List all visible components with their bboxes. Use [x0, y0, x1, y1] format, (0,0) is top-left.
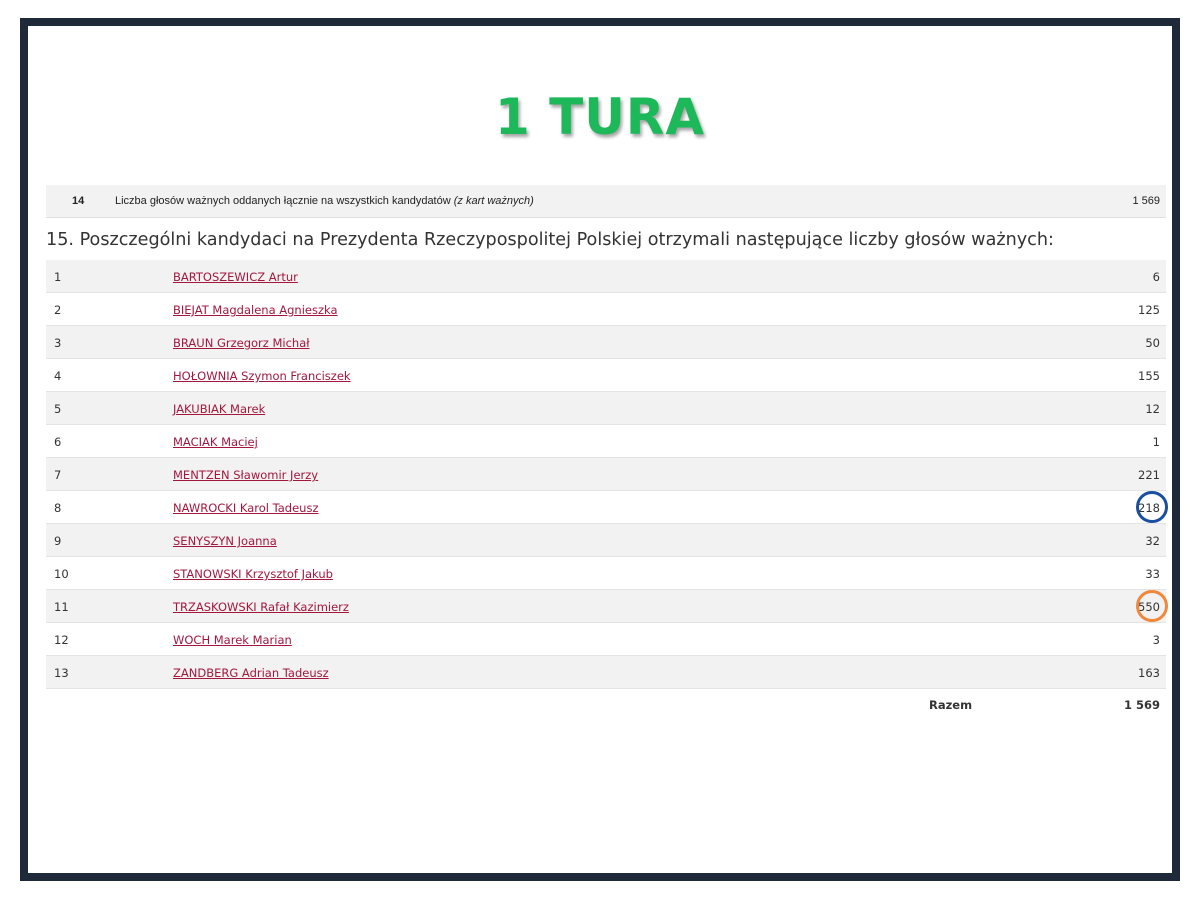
summary-label-text: Liczba głosów ważnych oddanych łącznie na wszystkich kandydatów [115, 195, 451, 207]
candidate-votes: 218 [1138, 501, 1160, 515]
row-index: 9 [54, 534, 62, 548]
total-row [46, 689, 1166, 721]
row-index: 10 [54, 567, 69, 581]
candidate-link[interactable]: HOŁOWNIA Szymon Franciszek [173, 369, 351, 383]
highlight-circle-blue [1136, 491, 1168, 523]
row-index: 2 [54, 303, 62, 317]
candidate-votes: 1 [1152, 435, 1160, 449]
row-index: 12 [54, 633, 69, 647]
candidate-votes: 50 [1145, 336, 1160, 350]
candidate-link[interactable]: JAKUBIAK Marek [173, 402, 266, 416]
summary-number: 14 [72, 195, 85, 207]
row-index: 1 [54, 270, 62, 284]
table-row [46, 491, 1166, 524]
candidate-link[interactable]: WOCH Marek Marian [173, 633, 292, 647]
table-row [46, 260, 1166, 293]
row-index: 4 [54, 369, 62, 383]
table-row [46, 623, 1166, 656]
row-index: 3 [54, 336, 62, 350]
candidate-votes: 32 [1145, 534, 1160, 548]
summary-label-italic: (z kart ważnych) [453, 195, 534, 207]
table-row [46, 557, 1166, 590]
candidate-votes: 3 [1152, 633, 1160, 647]
highlight-circle-orange [1136, 590, 1168, 622]
candidate-link[interactable]: MENTZEN Sławomir Jerzy [173, 468, 319, 482]
section-heading: 15. Poszczególni kandydaci na Prezydenta Rzeczypospolitej Polskiej otrzymali następujące liczby głosów ważnych: [46, 230, 1054, 250]
table-row [46, 590, 1166, 623]
table-row [46, 656, 1166, 689]
candidate-link[interactable]: ZANDBERG Adrian Tadeusz [173, 666, 329, 680]
candidate-votes: 550 [1138, 600, 1160, 614]
table-row [46, 458, 1166, 491]
candidate-votes: 221 [1138, 468, 1160, 482]
candidate-link[interactable]: BRAUN Grzegorz Michał [173, 336, 310, 350]
table-row [46, 524, 1166, 557]
row-index: 5 [54, 402, 62, 416]
slide-title: 1 TURA [494, 88, 706, 146]
candidate-link[interactable]: MACIAK Maciej [173, 435, 258, 449]
table-row [46, 293, 1166, 326]
table-row [46, 326, 1166, 359]
row-index: 7 [54, 468, 62, 482]
row-index: 8 [54, 501, 62, 515]
candidate-link[interactable]: NAWROCKI Karol Tadeusz [173, 501, 319, 515]
candidates-table [46, 260, 1166, 721]
candidate-votes: 6 [1152, 270, 1160, 284]
table-row [46, 425, 1166, 458]
total-label: Razem [929, 698, 973, 712]
candidate-link[interactable]: SENYSZYN Joanna [173, 534, 277, 548]
total-value: 1 569 [1123, 698, 1160, 712]
table-row [46, 359, 1166, 392]
candidate-link[interactable]: BARTOSZEWICZ Artur [173, 270, 298, 284]
candidate-link[interactable]: STANOWSKI Krzysztof Jakub [173, 567, 333, 581]
candidate-votes: 155 [1138, 369, 1160, 383]
row-index: 13 [54, 666, 69, 680]
candidate-votes: 33 [1145, 567, 1160, 581]
row-index: 6 [54, 435, 62, 449]
candidate-link[interactable]: BIEJAT Magdalena Agnieszka [173, 303, 338, 317]
summary-value: 1 569 [1132, 195, 1160, 207]
summary-row [46, 185, 1166, 218]
summary-label [115, 195, 534, 207]
table-row [46, 392, 1166, 425]
candidate-votes: 163 [1138, 666, 1160, 680]
candidate-votes: 12 [1145, 402, 1160, 416]
candidate-link[interactable]: TRZASKOWSKI Rafał Kazimierz [173, 600, 349, 614]
candidate-votes: 125 [1138, 303, 1160, 317]
row-index: 11 [54, 600, 69, 614]
